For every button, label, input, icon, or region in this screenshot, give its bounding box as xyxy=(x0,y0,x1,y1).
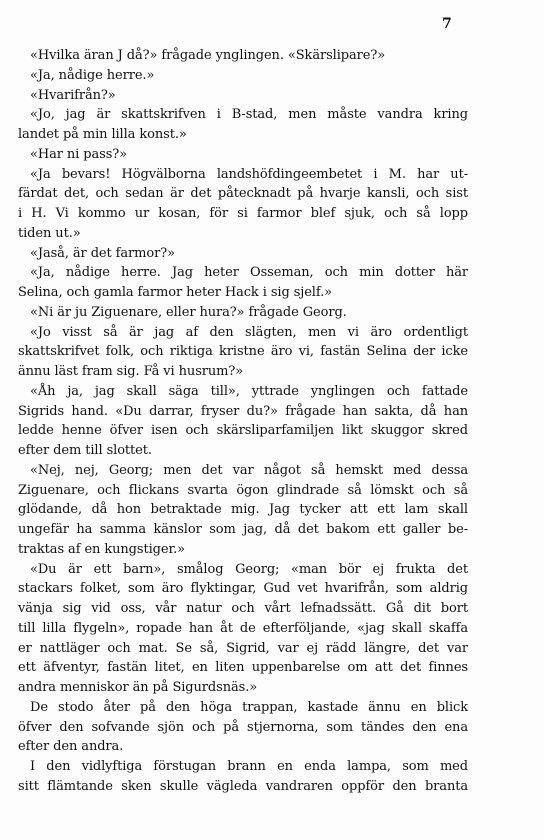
text-line: «Ni är ju Ziguenare, eller hura?» frågade Georg. xyxy=(30,304,347,320)
text-line: glödande, då hon betraktade mig. Jag tycker att ett lam skall xyxy=(18,502,468,518)
page-text xyxy=(18,46,468,797)
text-line: «Hvilka äran J då?» frågade ynglingen. «Skärslipare?» xyxy=(30,48,386,63)
text-line: De stodo åter på den höga trappan, kastade ännu en blick xyxy=(30,699,468,715)
text-line: stackars folket, som äro flyktingar, Gud vet hvarifrån, som aldrig xyxy=(18,581,468,597)
text-line: «Jo, jag är skattskrifven i B-stad, men måste vandra kring xyxy=(30,107,468,123)
text-line: ungefär ha samma känslor som jag, då det bakom ett galler be- xyxy=(18,522,468,537)
text-line: öfver den sofvande sjön och på stjernorna, som tändes den ena xyxy=(18,719,468,735)
text-line: ännu läst fram sig. Få vi husrum?» xyxy=(18,364,244,379)
text-line: Ziguenare, och flickans svarta ögon glindrade så lömskt och så xyxy=(18,482,468,498)
text-line: ett äfventyr, fastän litet, en liten uppenbarelse om att det finnes xyxy=(18,660,468,676)
text-line: andra menniskor än på Sigurdsnäs.» xyxy=(18,680,258,695)
text-line: Sigrids hand. «Du darrar, fryser du?» frågade han sakta, då han xyxy=(18,403,468,419)
text-line: «Har ni pass?» xyxy=(30,146,127,162)
text-line: «Du är ett barn», smålog Georg; «man bör ej frukta det xyxy=(30,561,468,577)
text-line: sitt flämtande sken skulle vägleda vandraren oppför den branta xyxy=(18,778,468,794)
text-line: er nattläger och mat. Se så, Sigrid, var ej rädd längre, det var xyxy=(18,640,468,656)
text-line: «Hvarifrån?» xyxy=(30,87,116,103)
text-line: landet på min lilla konst.» xyxy=(18,127,187,142)
text-line: efter den andra. xyxy=(18,739,124,755)
text-line: ledde henne öfver isen och skärsliparfamiljen likt skuggor skred xyxy=(18,423,468,439)
text-line: efter dem till slottet. xyxy=(18,443,152,458)
text-line: tiden ut.» xyxy=(18,225,81,241)
text-line: «Åh ja, jag skall säga till», yttrade ynglingen och fattade xyxy=(30,383,468,399)
page-number: 7 xyxy=(442,16,452,32)
text-line: «Ja bevars! Högvälborna landshöfdingeembetet i M. har ut- xyxy=(30,166,468,182)
text-line: «Nej, nej, Georg; men det var något så hemskt med dessa xyxy=(30,462,468,478)
text-line: vänja sig vid oss, vår natur och vårt lefnadssätt. Gå dit bort xyxy=(18,601,468,616)
text-line: skattskrifvet folk, och riktiga kristne äro vi, fastän Selina der icke xyxy=(18,344,468,360)
text-line: «Jo visst så är jag af den slägten, men vi äro ordentligt xyxy=(30,324,468,340)
text-line: «Ja, nådige herre.» xyxy=(30,67,155,83)
text-line: färdat det, och sedan är det påtecknadt på hvarje kansli, och sist xyxy=(18,186,468,202)
text-line: Selina, och gamla farmor heter Hack i sig sjelf.» xyxy=(18,285,333,300)
text-line: «Ja, nådige herre. Jag heter Osseman, och min dotter här xyxy=(30,265,468,281)
text-line: i H. Vi kommo ur kosan, för si farmor blef sjuk, och så lopp xyxy=(18,206,468,221)
text-line: I den vidlyftiga förstugan brann en enda lampa, som med xyxy=(30,759,468,774)
text-line: till lilla flygeln», ropade han åt de efterföljande, «jag skall skaffa xyxy=(18,620,468,636)
text-line: «Jaså, är det farmor?» xyxy=(30,245,175,261)
text-line: traktas af en kungstiger.» xyxy=(18,541,186,557)
